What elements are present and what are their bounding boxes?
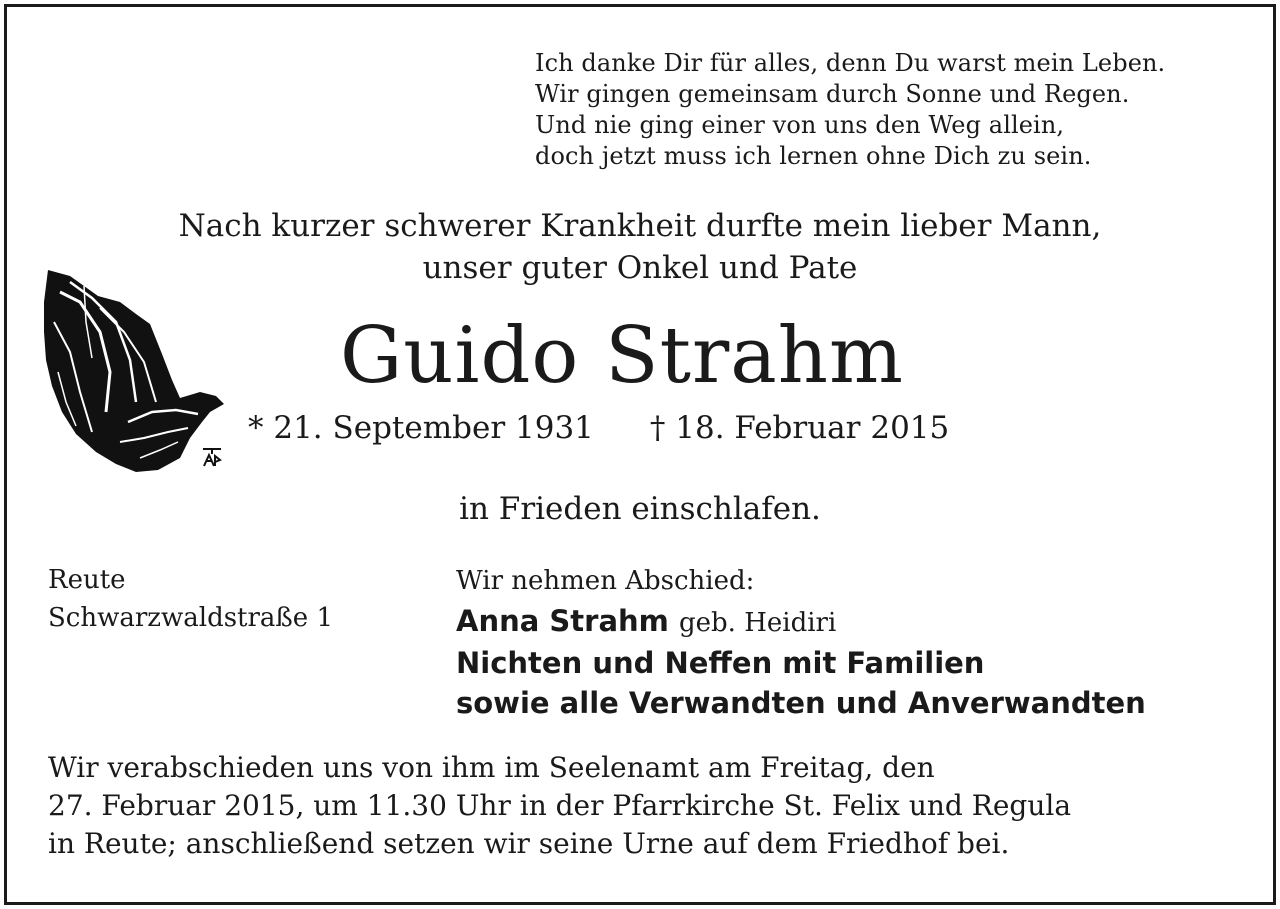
deceased-name: Guido Strahm (340, 311, 904, 401)
widow-name: Anna Strahm (456, 604, 669, 638)
address-street: Schwarzwaldstraße 1 (48, 603, 333, 633)
service-line: Wir verabschieden uns von ihm im Seelenamt am Freitag, den (48, 751, 935, 784)
address-town: Reute (48, 565, 126, 595)
death-date: † 18. Februar 2015 (649, 410, 950, 446)
poem-line: Und nie ging einer von uns den Weg allein, (535, 111, 1065, 139)
poem-line: doch jetzt muss ich lernen ohne Dich zu sein. (535, 142, 1092, 170)
widow-maiden-name: geb. Heidiri (679, 608, 837, 638)
mourners-line: Nichten und Neffen mit Familien (456, 646, 985, 680)
poem-line: Wir gingen gemeinsam durch Sonne und Regen. (535, 80, 1130, 108)
intro-line: unser guter Onkel und Pate (422, 250, 858, 286)
monogram-icon (201, 446, 223, 468)
poem (535, 48, 1165, 172)
birth-date: * 21. September 1931 (248, 410, 594, 446)
poem-line: Ich danke Dir für alles, denn Du warst mein Leben. (535, 49, 1166, 77)
service-line: 27. Februar 2015, um 11.30 Uhr in der Pfarrkirche St. Felix und Regula (48, 789, 1072, 822)
service-line: in Reute; anschließend setzen wir seine Urne auf dem Friedhof bei. (48, 827, 1010, 860)
life-dates (248, 405, 949, 451)
mourners-heading: Wir nehmen Abschied: (456, 566, 755, 596)
intro-line: Nach kurzer schwerer Krankheit durfte mein lieber Mann, (178, 208, 1102, 244)
mourners-line: sowie alle Verwandten und Anverwandten (456, 686, 1146, 720)
address (48, 561, 333, 637)
mourners (456, 561, 1146, 723)
service-info (48, 749, 1071, 863)
peace-text: in Frieden einschlafen. (459, 491, 821, 527)
